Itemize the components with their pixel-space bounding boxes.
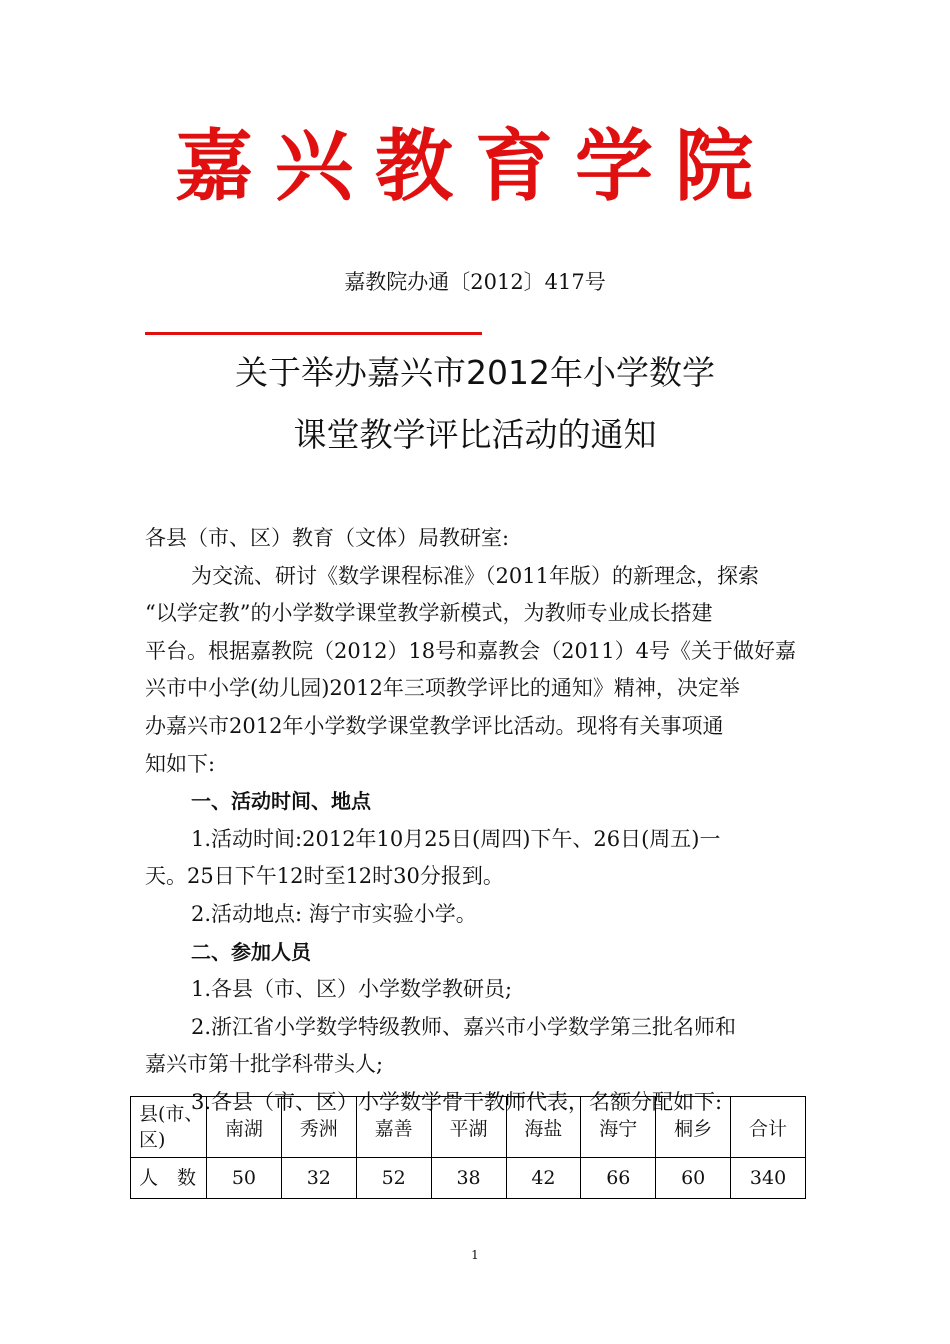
table-column-header: 海盐 (506, 1097, 581, 1158)
red-divider-line (145, 332, 482, 335)
section-heading-participants: 二、参加人员 (191, 939, 311, 964)
notice-body (145, 520, 810, 1122)
body-paragraph-line: 3.各县（市、区）小学数学骨干教师代表，名额分配如下: (191, 1089, 723, 1114)
document-number: 嘉教院办通〔2012〕417号 (344, 270, 606, 294)
body-paragraph-line: 平台。根据嘉教院（2012）18号和嘉教会（2011）4号《关于做好嘉 (145, 638, 796, 663)
masthead-title: 嘉兴教育学院 (174, 121, 775, 212)
table-column-header: 桐乡 (656, 1097, 731, 1158)
quota-table (130, 1096, 806, 1199)
table-column-header: 南湖 (207, 1097, 282, 1158)
table-column-header: 平湖 (431, 1097, 506, 1158)
table-column-header: 嘉善 (356, 1097, 431, 1158)
table-cell: 66 (581, 1158, 656, 1199)
table-cell: 38 (431, 1158, 506, 1199)
table-cell: 42 (506, 1158, 581, 1199)
table-column-header: 海宁 (581, 1097, 656, 1158)
table-cell: 32 (281, 1158, 356, 1199)
body-paragraph-line: 知如下: (145, 751, 216, 776)
body-paragraph-line: 1.各县（市、区）小学数学教研员; (191, 977, 513, 1002)
notice-title-line-1: 关于举办嘉兴市2012年小学数学 (235, 353, 715, 392)
table-header-label: 县(市、区) (131, 1097, 207, 1158)
body-paragraph-line: 1.活动时间:2012年10月25日(周四)下午、26日(周五)一 (191, 826, 721, 851)
body-paragraph-line: 2.活动地点: 海宁市实验小学。 (191, 901, 477, 926)
table-cell: 340 (731, 1158, 806, 1199)
table-cell: 52 (356, 1158, 431, 1199)
body-paragraph-line: 为交流、研讨《数学课程标准》（2011年版）的新理念，探索 (191, 563, 759, 588)
table-column-header: 合计 (731, 1097, 806, 1158)
table-cell: 50 (207, 1158, 282, 1199)
body-paragraph-line: 兴市中小学(幼儿园)2012年三项教学评比的通知》精神，决定举 (145, 676, 740, 701)
body-paragraph-line: 天。25日下午12时至12时30分报到。 (145, 864, 504, 889)
section-heading-time-place: 一、活动时间、地点 (191, 789, 371, 814)
salutation: 各县（市、区）教育（文体）局教研室: (145, 526, 510, 550)
body-paragraph-line: “以学定教”的小学数学课堂教学新模式，为教师专业成长搭建 (145, 601, 713, 626)
notice-title-line-2: 课堂教学评比活动的通知 (293, 415, 657, 454)
table-column-header: 秀洲 (281, 1097, 356, 1158)
page-number: 1 (471, 1248, 479, 1262)
table-row (131, 1158, 806, 1199)
table-count-label: 人 数 (131, 1158, 207, 1199)
body-paragraph-line: 2.浙江省小学数学特级教师、嘉兴市小学数学第三批名师和 (191, 1014, 737, 1039)
body-paragraph-line: 嘉兴市第十批学科带头人; (145, 1052, 384, 1077)
body-paragraph-line: 办嘉兴市2012年小学数学课堂教学评比活动。现将有关事项通 (145, 713, 724, 738)
table-row (131, 1097, 806, 1158)
table-cell: 60 (656, 1158, 731, 1199)
